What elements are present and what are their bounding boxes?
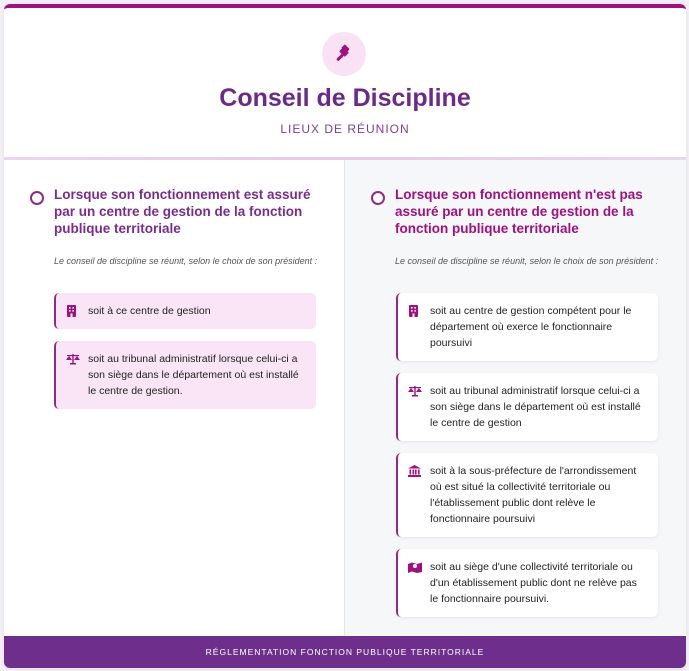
left-item-tribunal [54,341,316,409]
left-item-centre-gestion [54,293,316,329]
building-icon [408,305,424,351]
right-item-text: soit au tribunal administratif lorsque celui-ci a son siège dans le département où est installé le centre de gestion [430,385,641,429]
right-item-tribunal [396,373,658,441]
building-icon [66,305,82,319]
landmark-icon [408,465,424,527]
page-subtitle: LIEUX DE RÉUNION [280,122,410,136]
footer: RÉGLEMENTATION FONCTION PUBLIQUE TERRITORIALE [4,636,686,668]
right-item-text: soit à la sous-préfecture de l'arrondissement où est situé la collectivité territoriale ou l'établissement public dont relève le fonctionnaire poursuivi [430,465,637,525]
page-title: Conseil de Discipline [219,84,471,112]
left-radio[interactable] [30,191,44,205]
right-heading: Lorsque son fonctionnement n'est pas assuré par un centre de gestion de la fonction publique territoriale [395,187,643,236]
scales-icon [66,353,82,399]
map-pin-icon [408,561,424,607]
left-heading: Lorsque son fonctionnement est assuré par un centre de gestion de la fonction publique territoriale [54,187,311,236]
left-item-text: soit à ce centre de gestion [88,305,211,317]
right-note: Le conseil de discipline se réunit, selon le choix de son président : [395,256,659,266]
header [4,8,686,160]
discipline-card [4,4,686,668]
right-item-text: soit au centre de gestion compétent pour le département où exerce le fonctionnaire poursuivi [430,305,632,349]
left-column [4,160,344,640]
right-option[interactable] [371,186,662,237]
scales-icon [408,385,424,431]
right-item-text: soit au siège d'une collectivité territoriale ou d'un établissement public dont ne relève pas le fonctionnaire poursuivi. [430,561,637,605]
left-option[interactable] [30,186,320,237]
right-item-centre-gestion [396,293,658,361]
columns [4,160,686,640]
right-column [344,160,686,640]
left-note: Le conseil de discipline se réunit, selon le choix de son président : [54,256,318,266]
right-radio[interactable] [371,191,385,205]
gavel-icon [322,32,366,76]
left-item-text: soit au tribunal administratif lorsque celui-ci a son siège dans le département où est installé le centre de gestion. [88,353,299,397]
right-item-collectivite [396,549,658,617]
right-item-sous-prefecture [396,453,658,537]
